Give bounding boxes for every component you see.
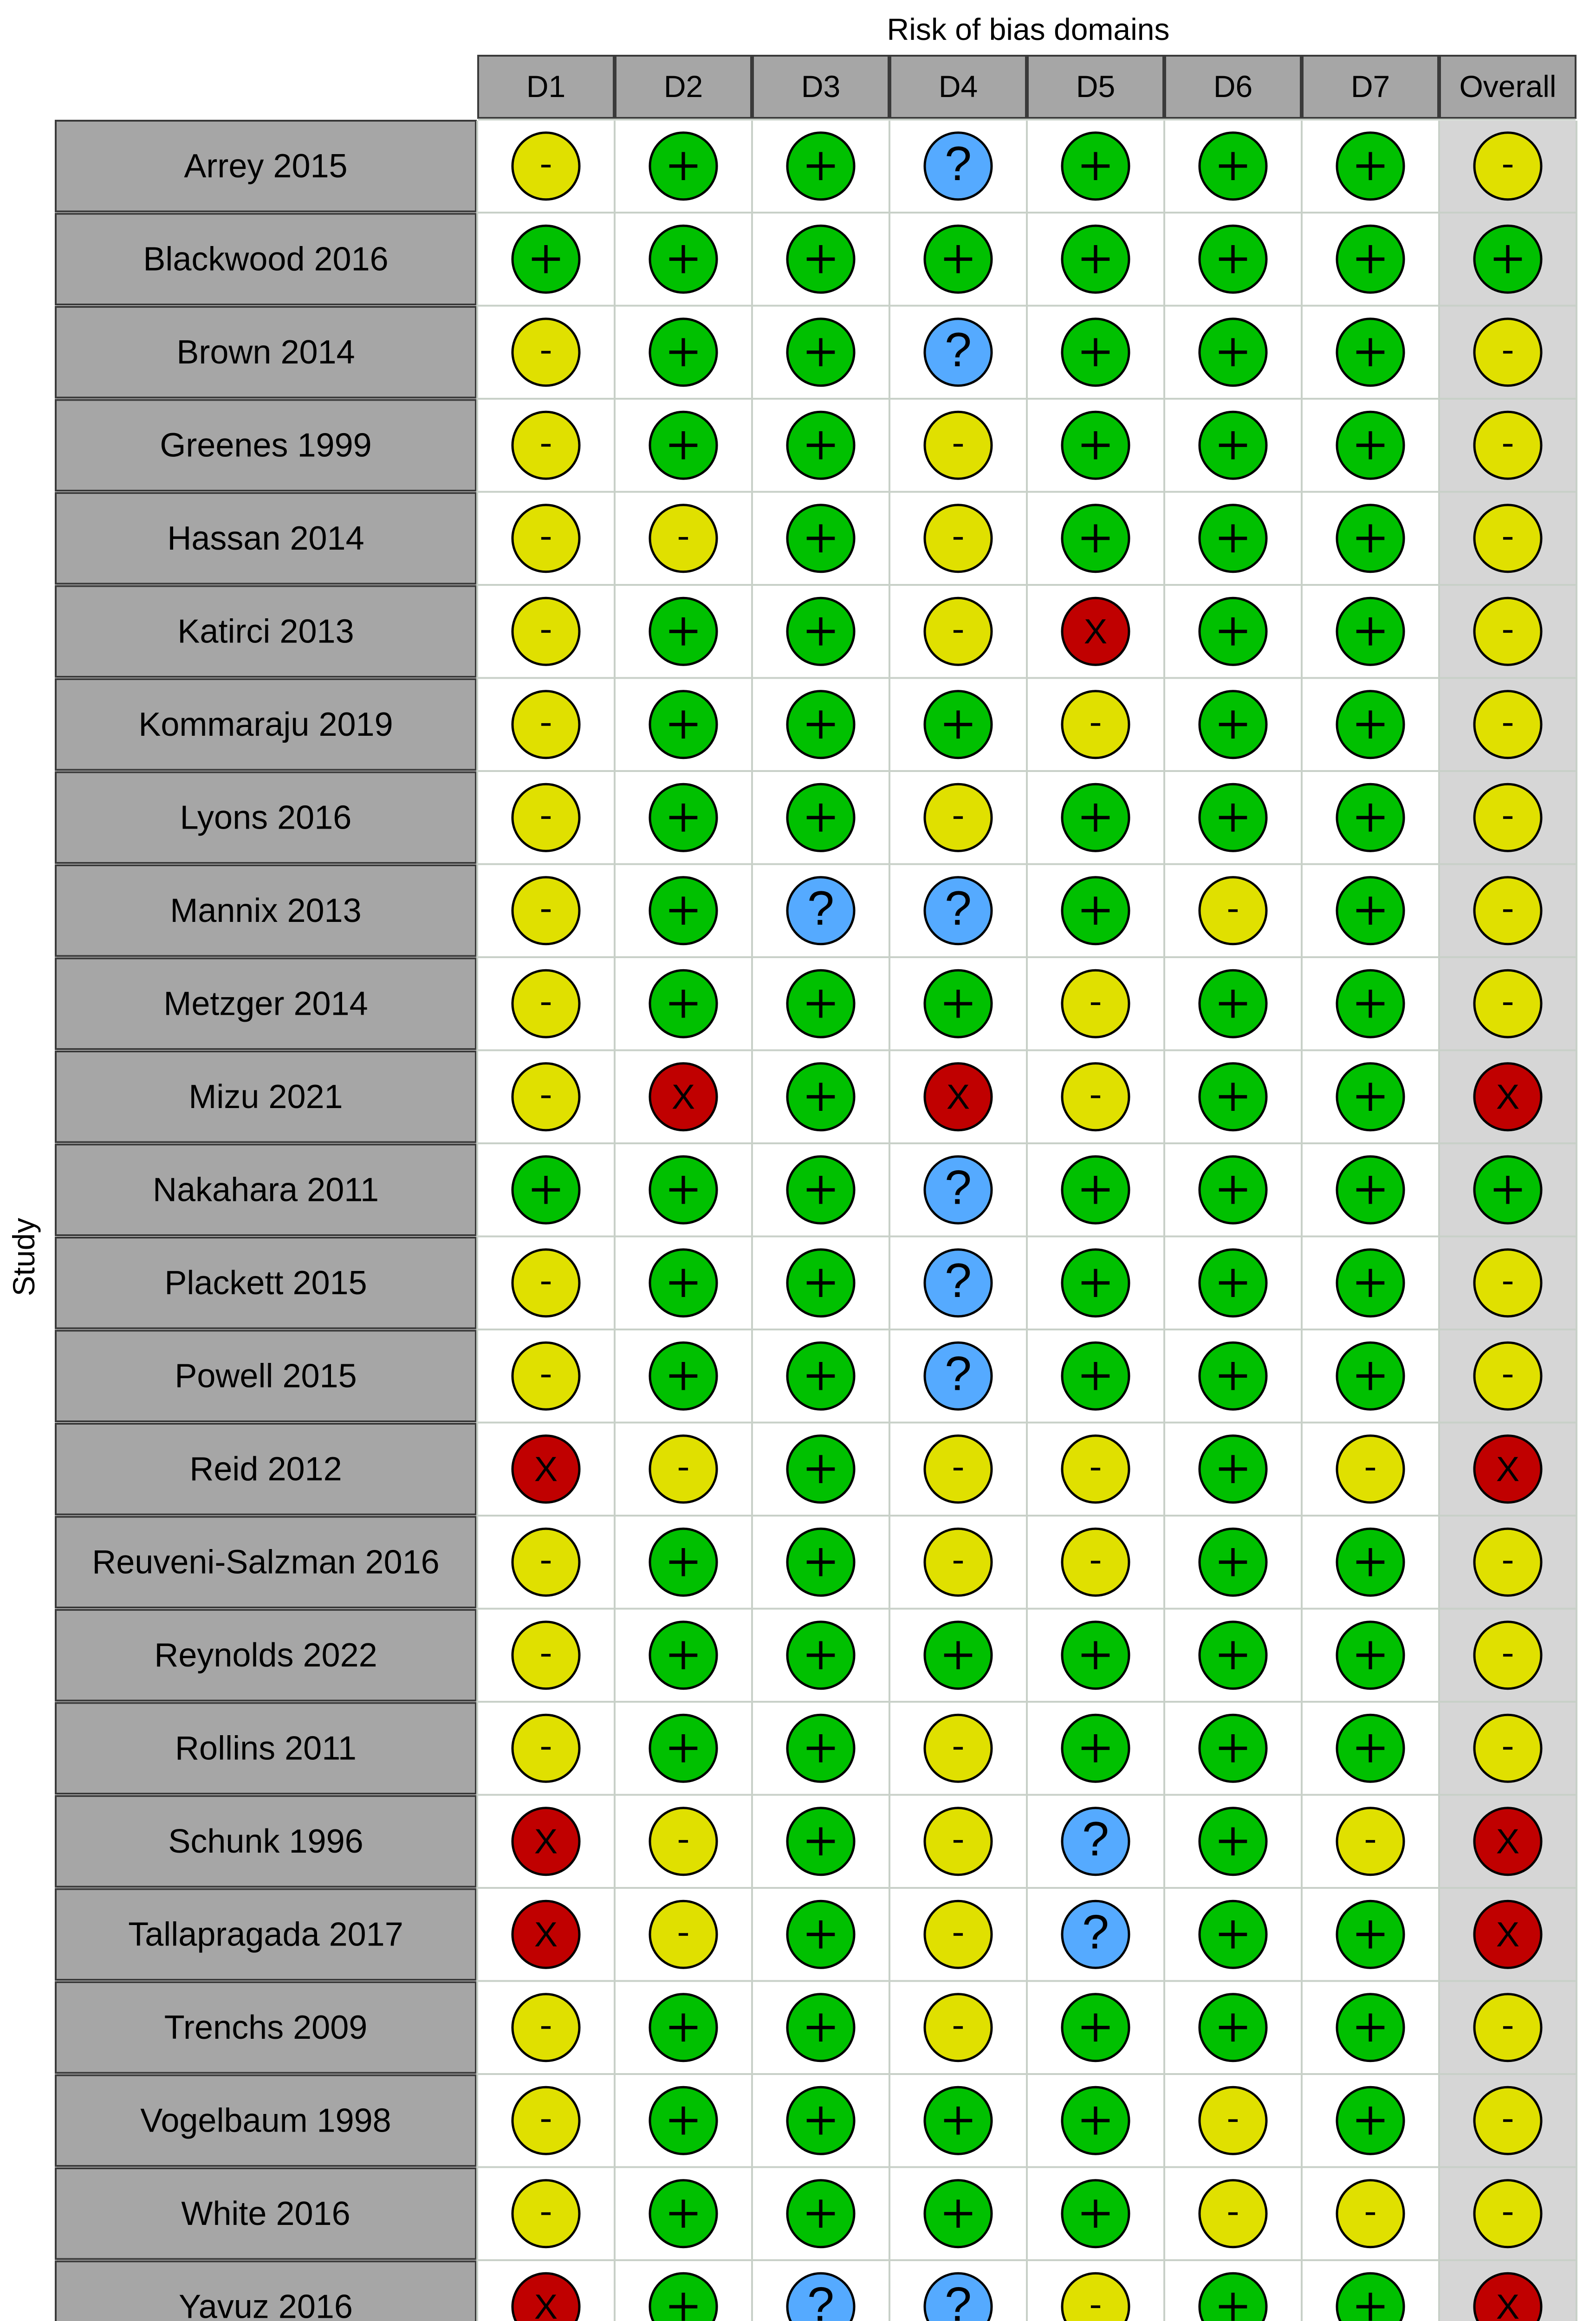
judgement-reynolds-2022-d6 [1200, 1622, 1266, 1689]
svg-text:?: ? [944, 881, 972, 935]
judgement-yavuz-2016-d3 [787, 2273, 854, 2321]
judgement-tallapragada-2017-d5 [1062, 1901, 1129, 1968]
judgement-reid-2012-d3 [787, 1436, 854, 1503]
judgement-mannix-2013-d5 [1062, 877, 1129, 944]
judgement-schunk-1996-d6 [1200, 1808, 1266, 1875]
judgement-rollins-2011-d7 [1337, 1715, 1404, 1782]
judgement-vogelbaum-1998-d7 [1337, 2087, 1404, 2154]
judgement-plackett-2015-d7 [1337, 1250, 1404, 1316]
study-label-plackett-2015: Plackett 2015 [164, 1264, 367, 1302]
judgement-plackett-2015-d4 [925, 1250, 992, 1316]
judgement-mannix-2013-d6 [1200, 877, 1266, 944]
judgement-reynolds-2022-d3 [787, 1622, 854, 1689]
judgement-metzger-2014-d4 [925, 970, 992, 1037]
judgement-kommaraju-2019-d4 [925, 691, 992, 758]
judgement-greenes-1999-d7 [1337, 412, 1404, 479]
judgement-white-2016-d6 [1200, 2180, 1266, 2247]
judgement-greenes-1999-d4 [925, 412, 992, 479]
column-header-overall: Overall [1459, 69, 1557, 104]
judgement-powell-2015-d2 [650, 1342, 717, 1409]
judgement-greenes-1999-overall [1474, 412, 1541, 479]
judgement-powell-2015-d4 [925, 1342, 992, 1409]
judgement-greenes-1999-d5 [1062, 412, 1129, 479]
study-label-mizu-2021: Mizu 2021 [188, 1078, 343, 1115]
svg-text:?: ? [807, 881, 835, 935]
judgement-nakahara-2011-d2 [650, 1156, 717, 1223]
judgement-reuveni-salzman-2016-d5 [1062, 1529, 1129, 1595]
judgement-katirci-2013-d6 [1200, 598, 1266, 665]
judgement-arrey-2015-overall [1474, 133, 1541, 200]
judgement-lyons-2016-overall [1474, 784, 1541, 851]
study-label-metzger-2014: Metzger 2014 [163, 985, 368, 1023]
judgement-katirci-2013-d2 [650, 598, 717, 665]
judgement-nakahara-2011-d1 [513, 1156, 579, 1223]
judgement-rollins-2011-d4 [925, 1715, 992, 1782]
judgement-rollins-2011-overall [1474, 1715, 1541, 1782]
judgement-nakahara-2011-d6 [1200, 1156, 1266, 1223]
judgement-hassan-2014-d6 [1200, 505, 1266, 572]
judgement-reuveni-salzman-2016-overall [1474, 1529, 1541, 1595]
svg-text:X: X [534, 1450, 558, 1489]
judgement-reid-2012-d1 [513, 1436, 579, 1503]
column-header-d7: D7 [1350, 69, 1390, 104]
study-label-kommaraju-2019: Kommaraju 2019 [138, 706, 393, 743]
judgement-kommaraju-2019-d7 [1337, 691, 1404, 758]
svg-text:X: X [946, 1077, 970, 1117]
study-label-vogelbaum-1998: Vogelbaum 1998 [140, 2102, 391, 2139]
judgement-schunk-1996-d5 [1062, 1808, 1129, 1875]
judgement-yavuz-2016-d6 [1200, 2273, 1266, 2321]
judgement-lyons-2016-d4 [925, 784, 992, 851]
study-label-reid-2012: Reid 2012 [189, 1450, 342, 1488]
study-label-katirci-2013: Katirci 2013 [177, 613, 354, 650]
column-header-d4: D4 [938, 69, 978, 104]
judgement-mannix-2013-d3 [787, 877, 854, 944]
study-label-schunk-1996: Schunk 1996 [168, 1822, 363, 1860]
judgement-white-2016-d5 [1062, 2180, 1129, 2247]
judgement-trenchs-2009-d6 [1200, 1994, 1266, 2061]
svg-text:?: ? [944, 136, 972, 191]
judgement-white-2016-d2 [650, 2180, 717, 2247]
judgement-white-2016-d3 [787, 2180, 854, 2247]
judgement-yavuz-2016-d4 [925, 2273, 992, 2321]
judgement-powell-2015-d6 [1200, 1342, 1266, 1409]
judgement-trenchs-2009-d2 [650, 1994, 717, 2061]
judgement-arrey-2015-d3 [787, 133, 854, 200]
judgement-vogelbaum-1998-d4 [925, 2087, 992, 2154]
study-label-arrey-2015: Arrey 2015 [184, 147, 348, 185]
judgement-blackwood-2016-d1 [513, 226, 579, 292]
judgement-schunk-1996-d1 [513, 1808, 579, 1875]
study-label-tallapragada-2017: Tallapragada 2017 [128, 1916, 403, 1953]
judgement-mannix-2013-d2 [650, 877, 717, 944]
judgement-arrey-2015-d7 [1337, 133, 1404, 200]
column-header-d1: D1 [526, 69, 566, 104]
judgement-powell-2015-d1 [513, 1342, 579, 1409]
judgement-brown-2014-overall [1474, 319, 1541, 386]
judgement-tallapragada-2017-d6 [1200, 1901, 1266, 1968]
judgement-powell-2015-d3 [787, 1342, 854, 1409]
study-label-greenes-1999: Greenes 1999 [160, 427, 372, 464]
judgement-greenes-1999-d6 [1200, 412, 1266, 479]
judgement-hassan-2014-d7 [1337, 505, 1404, 572]
judgement-nakahara-2011-overall [1474, 1156, 1541, 1223]
judgement-plackett-2015-d3 [787, 1250, 854, 1316]
judgement-mannix-2013-d7 [1337, 877, 1404, 944]
judgement-vogelbaum-1998-d1 [513, 2087, 579, 2154]
judgement-trenchs-2009-d4 [925, 1994, 992, 2061]
judgement-powell-2015-overall [1474, 1342, 1541, 1409]
judgement-trenchs-2009-overall [1474, 1994, 1541, 2061]
judgement-arrey-2015-d2 [650, 133, 717, 200]
study-label-lyons-2016: Lyons 2016 [180, 799, 352, 836]
judgement-mannix-2013-overall [1474, 877, 1541, 944]
svg-text:X: X [534, 2288, 558, 2321]
judgement-plackett-2015-overall [1474, 1250, 1541, 1316]
judgement-trenchs-2009-d1 [513, 1994, 579, 2061]
judgement-plackett-2015-d1 [513, 1250, 579, 1316]
svg-text:X: X [1496, 1915, 1520, 1955]
judgement-brown-2014-d2 [650, 319, 717, 386]
judgement-arrey-2015-d5 [1062, 133, 1129, 200]
judgement-lyons-2016-d1 [513, 784, 579, 851]
judgement-reid-2012-d7 [1337, 1436, 1404, 1503]
judgement-yavuz-2016-d1 [513, 2273, 579, 2321]
judgement-nakahara-2011-d7 [1337, 1156, 1404, 1223]
y-axis-label: Study [6, 1218, 41, 1297]
judgement-metzger-2014-d6 [1200, 970, 1266, 1037]
judgement-brown-2014-d4 [925, 319, 992, 386]
chart-title: Risk of bias domains [887, 12, 1170, 46]
judgement-blackwood-2016-d7 [1337, 226, 1404, 292]
study-label-reynolds-2022: Reynolds 2022 [154, 1636, 377, 1674]
study-label-yavuz-2016: Yavuz 2016 [179, 2288, 353, 2321]
svg-text:?: ? [1082, 1905, 1109, 1959]
judgement-lyons-2016-d5 [1062, 784, 1129, 851]
study-label-trenchs-2009: Trenchs 2009 [164, 2009, 368, 2046]
judgement-mizu-2021-d5 [1062, 1063, 1129, 1130]
judgement-hassan-2014-overall [1474, 505, 1541, 572]
judgement-trenchs-2009-d5 [1062, 1994, 1129, 2061]
judgement-reid-2012-d5 [1062, 1436, 1129, 1503]
judgement-white-2016-d1 [513, 2180, 579, 2247]
judgement-kommaraju-2019-d2 [650, 691, 717, 758]
judgement-mannix-2013-d4 [925, 877, 992, 944]
judgement-brown-2014-d7 [1337, 319, 1404, 386]
judgement-blackwood-2016-d3 [787, 226, 854, 292]
judgement-kommaraju-2019-overall [1474, 691, 1541, 758]
judgement-mizu-2021-d7 [1337, 1063, 1404, 1130]
svg-text:X: X [1496, 1822, 1520, 1861]
judgement-metzger-2014-d2 [650, 970, 717, 1037]
judgement-kommaraju-2019-d5 [1062, 691, 1129, 758]
judgement-schunk-1996-d4 [925, 1808, 992, 1875]
judgement-powell-2015-d7 [1337, 1342, 1404, 1409]
judgement-blackwood-2016-d4 [925, 226, 992, 292]
judgement-greenes-1999-d3 [787, 412, 854, 479]
judgement-kommaraju-2019-d3 [787, 691, 854, 758]
study-label-nakahara-2011: Nakahara 2011 [152, 1171, 379, 1209]
judgement-mizu-2021-d2 [650, 1063, 717, 1130]
judgement-vogelbaum-1998-overall [1474, 2087, 1541, 2154]
judgement-hassan-2014-d2 [650, 505, 717, 572]
judgement-nakahara-2011-d4 [925, 1156, 992, 1223]
judgement-mizu-2021-d6 [1200, 1063, 1266, 1130]
judgement-vogelbaum-1998-d6 [1200, 2087, 1266, 2154]
svg-text:?: ? [944, 2277, 972, 2321]
judgement-reynolds-2022-d4 [925, 1622, 992, 1689]
judgement-tallapragada-2017-d3 [787, 1901, 854, 1968]
judgement-tallapragada-2017-d4 [925, 1901, 992, 1968]
svg-text:X: X [1496, 2288, 1520, 2321]
judgement-metzger-2014-d7 [1337, 970, 1404, 1037]
judgement-schunk-1996-d7 [1337, 1808, 1404, 1875]
judgement-brown-2014-d3 [787, 319, 854, 386]
judgement-reynolds-2022-d5 [1062, 1622, 1129, 1689]
judgement-brown-2014-d1 [513, 319, 579, 386]
judgement-white-2016-overall [1474, 2180, 1541, 2247]
judgement-yavuz-2016-d5 [1062, 2273, 1129, 2321]
judgement-schunk-1996-d2 [650, 1808, 717, 1875]
judgement-arrey-2015-d1 [513, 133, 579, 200]
judgement-lyons-2016-d3 [787, 784, 854, 851]
judgement-tallapragada-2017-overall [1474, 1901, 1541, 1968]
judgement-nakahara-2011-d5 [1062, 1156, 1129, 1223]
judgement-reid-2012-d6 [1200, 1436, 1266, 1503]
judgement-rollins-2011-d1 [513, 1715, 579, 1782]
study-label-rollins-2011: Rollins 2011 [175, 1730, 357, 1767]
study-label-hassan-2014: Hassan 2014 [167, 519, 364, 557]
judgement-vogelbaum-1998-d3 [787, 2087, 854, 2154]
judgement-brown-2014-d5 [1062, 319, 1129, 386]
judgement-katirci-2013-d4 [925, 598, 992, 665]
judgement-mannix-2013-d1 [513, 877, 579, 944]
judgement-katirci-2013-d3 [787, 598, 854, 665]
judgement-reynolds-2022-d2 [650, 1622, 717, 1689]
judgement-reid-2012-d2 [650, 1436, 717, 1503]
judgement-reuveni-salzman-2016-d6 [1200, 1529, 1266, 1595]
judgement-plackett-2015-d5 [1062, 1250, 1129, 1316]
judgement-nakahara-2011-d3 [787, 1156, 854, 1223]
judgement-blackwood-2016-d2 [650, 226, 717, 292]
judgement-arrey-2015-d6 [1200, 133, 1266, 200]
judgement-reynolds-2022-d1 [513, 1622, 579, 1689]
judgement-metzger-2014-d3 [787, 970, 854, 1037]
judgement-vogelbaum-1998-d2 [650, 2087, 717, 2154]
judgement-schunk-1996-d3 [787, 1808, 854, 1875]
judgement-reuveni-salzman-2016-d7 [1337, 1529, 1404, 1595]
judgement-powell-2015-d5 [1062, 1342, 1129, 1409]
judgement-lyons-2016-d7 [1337, 784, 1404, 851]
judgement-vogelbaum-1998-d5 [1062, 2087, 1129, 2154]
judgement-reuveni-salzman-2016-d2 [650, 1529, 717, 1595]
study-label-mannix-2013: Mannix 2013 [170, 892, 362, 929]
svg-text:X: X [1496, 1450, 1520, 1489]
svg-text:?: ? [944, 1253, 972, 1308]
judgement-schunk-1996-overall [1474, 1808, 1541, 1875]
svg-text:X: X [1083, 612, 1108, 652]
judgement-lyons-2016-d2 [650, 784, 717, 851]
judgement-katirci-2013-d5 [1062, 598, 1129, 665]
svg-text:?: ? [944, 1346, 972, 1401]
judgement-reynolds-2022-d7 [1337, 1622, 1404, 1689]
judgement-mizu-2021-d4 [925, 1063, 992, 1130]
svg-text:?: ? [807, 2277, 835, 2321]
judgement-arrey-2015-d4 [925, 133, 992, 200]
study-label-brown-2014: Brown 2014 [176, 333, 355, 371]
judgement-mizu-2021-d1 [513, 1063, 579, 1130]
judgement-katirci-2013-d1 [513, 598, 579, 665]
judgement-blackwood-2016-d5 [1062, 226, 1129, 292]
column-header-d5: D5 [1076, 69, 1116, 104]
judgement-greenes-1999-d2 [650, 412, 717, 479]
judgement-blackwood-2016-overall [1474, 226, 1541, 292]
column-header-d2: D2 [663, 69, 703, 104]
judgement-rollins-2011-d6 [1200, 1715, 1266, 1782]
judgement-plackett-2015-d2 [650, 1250, 717, 1316]
judgement-plackett-2015-d6 [1200, 1250, 1266, 1316]
svg-text:?: ? [1082, 1811, 1109, 1866]
judgement-trenchs-2009-d3 [787, 1994, 854, 2061]
judgement-hassan-2014-d5 [1062, 505, 1129, 572]
judgement-reid-2012-overall [1474, 1436, 1541, 1503]
svg-text:X: X [1496, 1077, 1520, 1117]
judgement-hassan-2014-d1 [513, 505, 579, 572]
column-header-d3: D3 [801, 69, 841, 104]
study-label-white-2016: White 2016 [181, 2195, 350, 2232]
judgement-hassan-2014-d3 [787, 505, 854, 572]
judgement-kommaraju-2019-d6 [1200, 691, 1266, 758]
judgement-metzger-2014-d5 [1062, 970, 1129, 1037]
judgement-tallapragada-2017-d1 [513, 1901, 579, 1968]
svg-text:X: X [534, 1822, 558, 1861]
judgement-trenchs-2009-d7 [1337, 1994, 1404, 2061]
svg-text:?: ? [944, 1160, 972, 1215]
judgement-reuveni-salzman-2016-d1 [513, 1529, 579, 1595]
judgement-rollins-2011-d3 [787, 1715, 854, 1782]
column-header-d6: D6 [1213, 69, 1253, 104]
judgement-white-2016-d7 [1337, 2180, 1404, 2247]
judgement-rollins-2011-d2 [650, 1715, 717, 1782]
judgement-blackwood-2016-d6 [1200, 226, 1266, 292]
judgement-kommaraju-2019-d1 [513, 691, 579, 758]
svg-text:?: ? [944, 322, 972, 377]
judgement-mizu-2021-d3 [787, 1063, 854, 1130]
judgement-tallapragada-2017-d7 [1337, 1901, 1404, 1968]
judgement-lyons-2016-d6 [1200, 784, 1266, 851]
judgement-yavuz-2016-d7 [1337, 2273, 1404, 2321]
judgement-mizu-2021-overall [1474, 1063, 1541, 1130]
svg-text:X: X [534, 1915, 558, 1955]
judgement-white-2016-d4 [925, 2180, 992, 2247]
judgement-metzger-2014-d1 [513, 970, 579, 1037]
judgement-greenes-1999-d1 [513, 412, 579, 479]
judgement-katirci-2013-overall [1474, 598, 1541, 665]
judgement-yavuz-2016-d2 [650, 2273, 717, 2321]
study-label-reuveni-salzman-2016: Reuveni-Salzman 2016 [92, 1543, 440, 1581]
judgement-tallapragada-2017-d2 [650, 1901, 717, 1968]
study-label-powell-2015: Powell 2015 [175, 1357, 357, 1395]
judgement-reid-2012-d4 [925, 1436, 992, 1503]
judgement-reuveni-salzman-2016-d4 [925, 1529, 992, 1595]
judgement-rollins-2011-d5 [1062, 1715, 1129, 1782]
study-label-blackwood-2016: Blackwood 2016 [143, 240, 389, 278]
judgement-brown-2014-d6 [1200, 319, 1266, 386]
svg-text:X: X [671, 1077, 695, 1117]
judgement-metzger-2014-overall [1474, 970, 1541, 1037]
judgement-reuveni-salzman-2016-d3 [787, 1529, 854, 1595]
judgement-reynolds-2022-overall [1474, 1622, 1541, 1689]
judgement-katirci-2013-d7 [1337, 598, 1404, 665]
judgement-hassan-2014-d4 [925, 505, 992, 572]
